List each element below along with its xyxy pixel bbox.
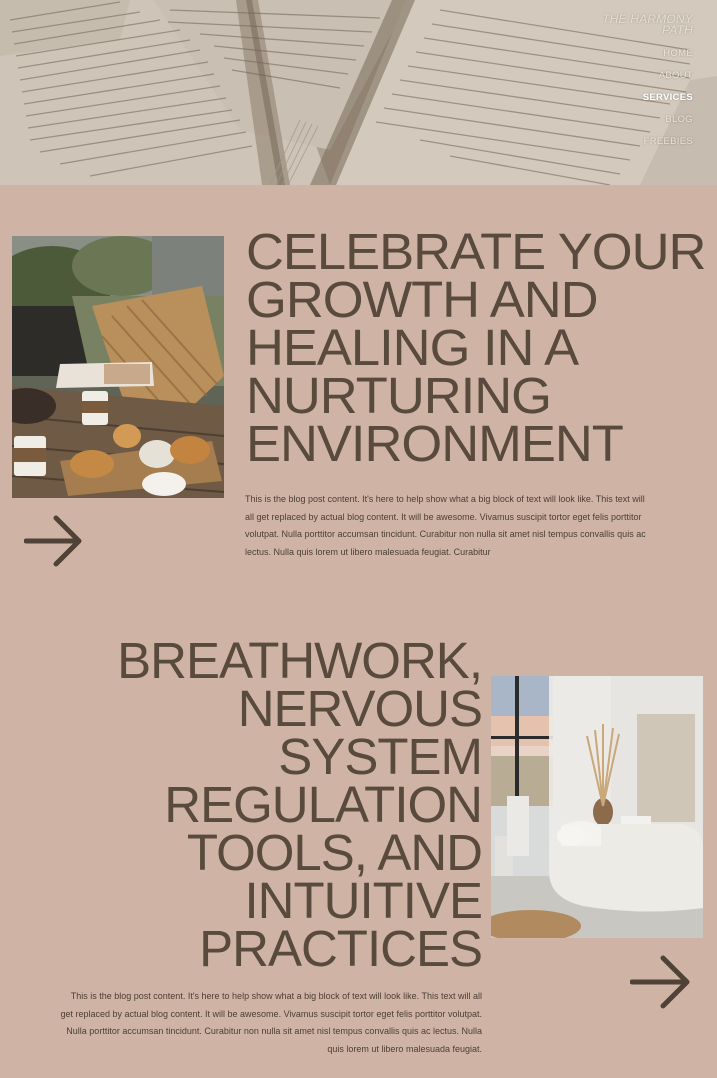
nav-item-freebies[interactable]: FREEBIES — [643, 136, 693, 147]
read-more-arrow-icon[interactable] — [630, 954, 692, 1010]
post-excerpt: This is the blog post content. It's here to help show what a big block of text will look like. This text will all get replaced by actual blog content. It will be awesome. Vivamus suscipit tortor eget felis porttitor volutpat. Nulla porttitor accumsan tincidunt. Curabitur non nulla sit amet nisl tempus convallis quis ac lectus. Nulla quis lorem ut libero malesuada feugiat. Curabitur — [245, 494, 646, 557]
post-title[interactable]: BREATHWORK, NERVOUS SYSTEM REGULATION TOOLS, AND INTUITIVE PRACTICES — [117, 632, 482, 977]
living-room-photo-icon — [491, 676, 703, 938]
main-navigation — [593, 14, 693, 147]
read-more-arrow-icon[interactable] — [24, 514, 84, 568]
post-image-cafe[interactable] — [12, 236, 224, 498]
nav-item-about[interactable]: ABOUT — [658, 70, 693, 81]
post-title[interactable]: CELEBRATE YOUR GROWTH AND HEALING IN A NURTURING ENVIRONMENT — [246, 223, 706, 472]
hero-banner-image — [0, 0, 717, 185]
nav-item-services[interactable]: SERVICES — [642, 92, 693, 103]
cafe-table-photo-icon — [12, 236, 224, 498]
nav-item-home[interactable]: HOME — [663, 48, 693, 59]
nav-item-blog[interactable]: BLOG — [665, 114, 693, 125]
post-excerpt: This is the blog post content. It's here to help show what a big block of text will look like. This text will all get replaced by actual blog content. It will be awesome. Vivamus suscipit tortor eget felis porttitor volutpat. Nulla porttitor accumsan tincidunt. Curabitur non nulla sit amet nisl tempus convallis quis ac lectus. Nulla quis lorem ut libero malesuada feugiat. — [60, 991, 482, 1054]
site-brand-logo[interactable]: THE HARMONY PATH — [602, 12, 693, 37]
post-image-living-room[interactable] — [491, 676, 703, 938]
